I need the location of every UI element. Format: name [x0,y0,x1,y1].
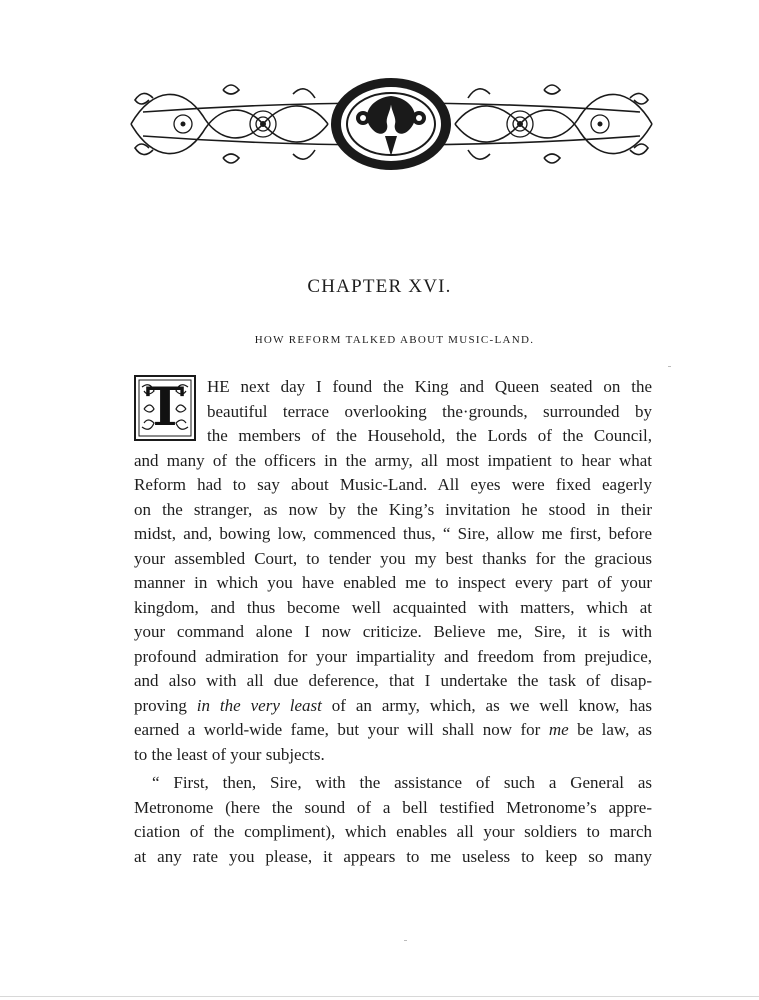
text-line: Reform had to say about Music-Land. All eyes were fixed eagerly [134,475,652,494]
text-line: and also with all due deference, that I undertake the task of disap- [134,671,652,690]
text-line: your command alone I now criticize. Believe me, Sire, it is with [134,622,652,641]
text-run: proving [134,695,197,715]
text-line: your assembled Court, to tender you my best thanks for the gracious [134,548,652,568]
text-line: on the stranger, as now by the King’s invitation he stood in their [134,499,652,519]
page-edge [0,996,759,997]
text-line: the members of the Household, the Lords of the Council, [207,426,652,445]
chapter-title: CHAPTER XVI. [307,276,452,297]
paper-speck [668,366,671,367]
text-run: of an army, which, as we well know, has [321,695,652,715]
text-line: at any rate you please, it appears to me useless to keep so many [134,846,652,866]
text-line [134,718,652,743]
text-line: beautiful terrace overlooking the·grounds, surrounded by [207,401,652,421]
text-run: earned a world-wide fame, but your will shall now for [134,720,549,739]
text-line: to the least of your subjects. [134,744,325,764]
text-line: ciation of the compliment), which enables all your soldiers to march [134,822,652,841]
initial-letter: T [145,377,185,438]
text-line [134,694,652,719]
ornamental-headpiece [123,76,660,172]
paper-speck [404,940,407,941]
text-line: “ First, then, Sire, with the assistance of such a General as [152,773,652,792]
italic-text: in the very least [196,695,322,715]
chapter-subtitle: HOW REFORM TALKED ABOUT MUSIC-LAND. [254,334,535,346]
text-line: Metronome (here the sound of a bell testified Metronome’s appre- [134,797,652,817]
text-line: midst, and, bowing low, commenced thus, “ Sire, allow me first, before [134,524,652,543]
text-line: and many of the officers in the army, all most impatient to hear what [134,450,652,470]
text-line: manner in which you have enabled me to inspect every part of your [134,573,652,592]
text-line: profound admiration for your impartiality and freedom from prejudice, [134,646,652,666]
chapter-body [134,375,652,869]
text-run: be law, as [568,720,652,739]
text-line: kingdom, and thus become well acquainted with matters, which at [134,597,652,617]
text-line: HE next day I found the King and Queen seated on the [207,377,652,396]
italic-text: me [548,720,569,739]
